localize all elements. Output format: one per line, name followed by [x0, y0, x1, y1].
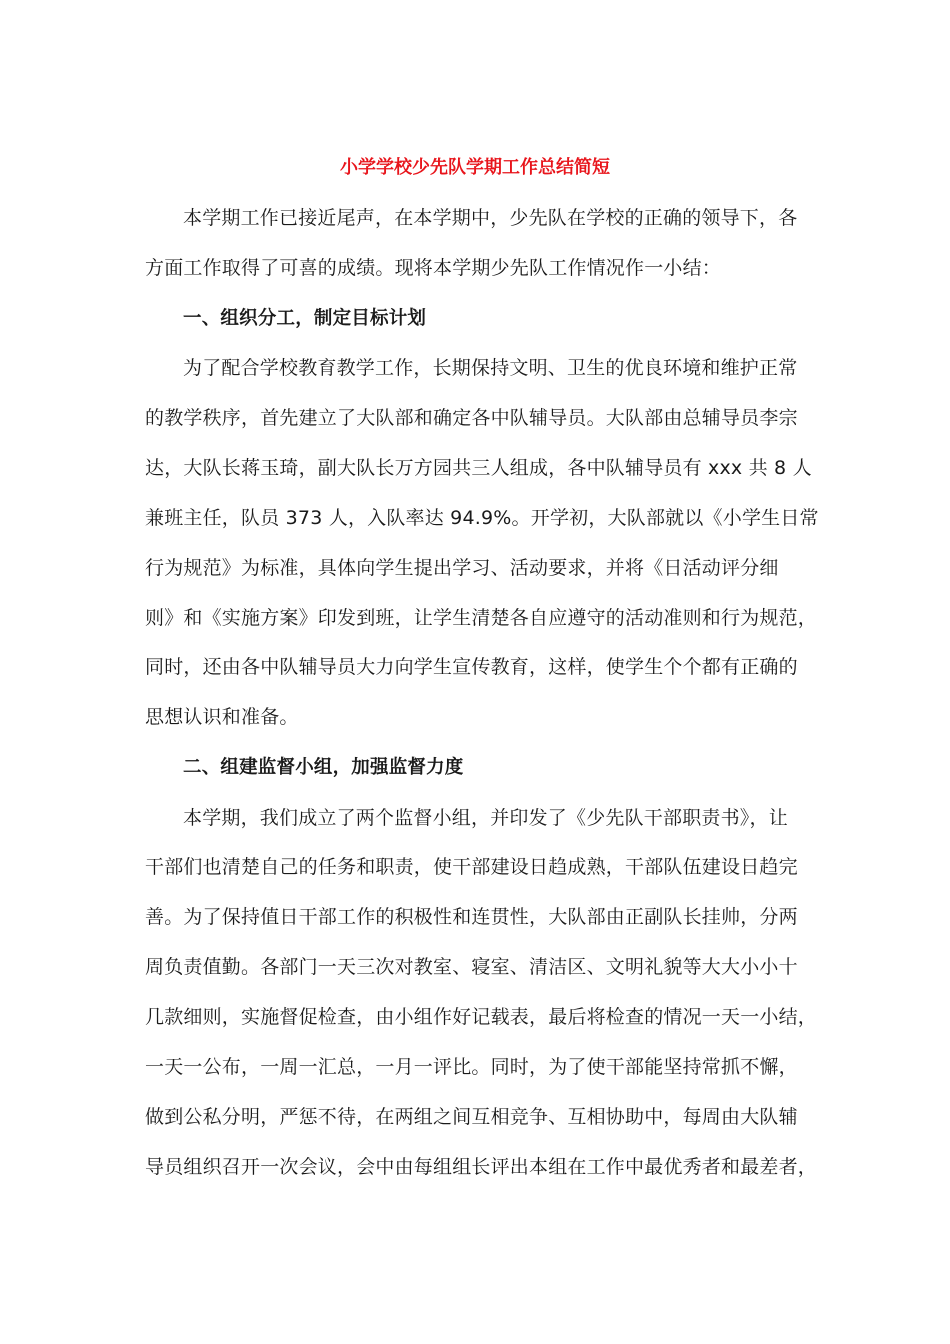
paragraph-line: 则》和《实施方案》印发到班，让学生清楚各自应遵守的活动准则和行为规范， [145, 607, 818, 629]
paragraph-line: 本学期，我们成立了两个监督小组，并印发了《少先队干部职责书》，让 [183, 807, 788, 829]
paragraph-line: 周负责值勤。各部门一天三次对教室、寝室、清洁区、文明礼貌等大大小小十 [145, 956, 798, 978]
paragraph-line: 善。为了保持值日干部工作的积极性和连贯性，大队部由正副队长挂帅，分两 [145, 906, 798, 928]
paragraph-line: 为了配合学校教育教学工作，长期保持文明、卫生的优良环境和维护正常 [183, 357, 798, 379]
paragraph-line: 行为规范》为标准，具体向学生提出学习、活动要求，并将《日活动评分细 [145, 557, 779, 579]
paragraph-line: 做到公私分明，严惩不待，在两组之间互相竞争、互相协助中，每周由大队辅 [145, 1106, 798, 1128]
paragraph-line: 干部们也清楚自己的任务和职责，使干部建设日趋成熟，干部队伍建设日趋完 [145, 856, 798, 878]
paragraph-line: 一天一公布，一周一汇总，一月一评比。同时，为了使干部能坚持常抓不懈， [145, 1056, 798, 1078]
paragraph-line: 兼班主任，队员 373 人，入队率达 94.9%。开学初，大队部就以《小学生日常 [145, 507, 819, 529]
paragraph-line: 导员组织召开一次会议，会中由每组组长评出本组在工作中最优秀者和最差者， [145, 1156, 818, 1178]
paragraph-line: 几款细则，实施督促检查，由小组作好记载表，最后将检查的情况一天一小结， [145, 1006, 818, 1028]
paragraph-line: 方面工作取得了可喜的成绩。现将本学期少先队工作情况作一小结： [145, 257, 722, 279]
document-title: 小学学校少先队学期工作总结简短 [340, 157, 610, 178]
paragraph-line: 本学期工作已接近尾声，在本学期中，少先队在学校的正确的领导下，各 [183, 207, 798, 229]
section-heading: 一、组织分工，制定目标计划 [183, 308, 427, 329]
paragraph-line: 的教学秩序，首先建立了大队部和确定各中队辅导员。大队部由总辅导员李宗 [145, 407, 798, 429]
paragraph-line: 同时，还由各中队辅导员大力向学生宣传教育，这样，使学生个个都有正确的 [145, 656, 798, 678]
paragraph-line: 思想认识和准备。 [145, 706, 299, 728]
paragraph-line: 达，大队长蒋玉琦，副大队长万方园共三人组成，各中队辅导员有 xxx 共 8 人 [145, 457, 812, 479]
section-heading: 二、组建监督小组，加强监督力度 [183, 757, 464, 778]
